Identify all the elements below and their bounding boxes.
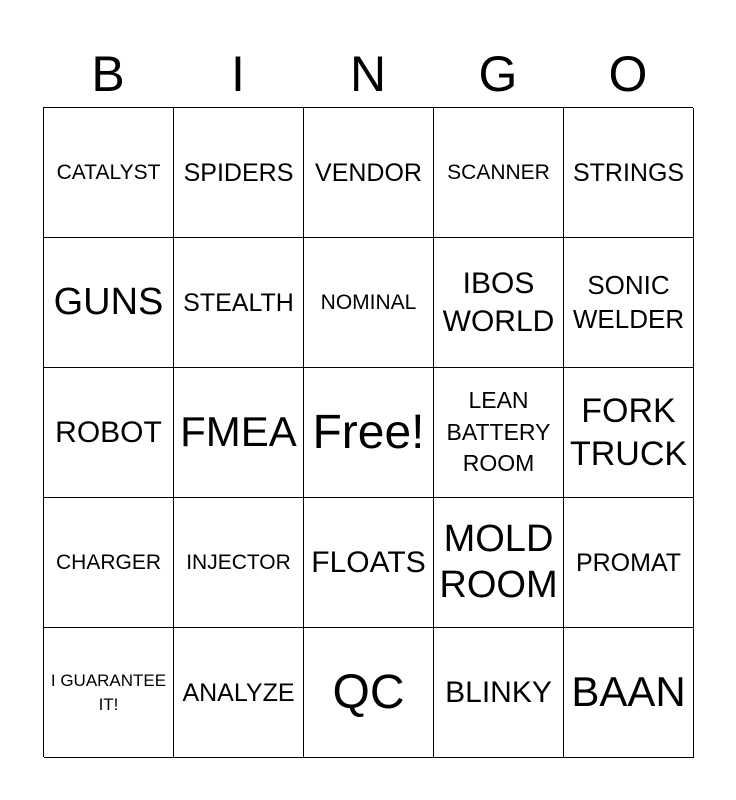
bingo-cell[interactable] xyxy=(304,368,434,498)
bingo-card-grid xyxy=(43,107,693,757)
bingo-cell[interactable] xyxy=(44,238,174,368)
bingo-cell[interactable] xyxy=(174,108,304,238)
bingo-cell[interactable] xyxy=(44,368,174,498)
cell-text: FLOATS xyxy=(311,545,426,579)
bingo-cell[interactable] xyxy=(44,108,174,238)
cell-text: LEAN BATTERY ROOM xyxy=(446,386,551,477)
free-space: Free! xyxy=(312,405,425,459)
bingo-cell[interactable] xyxy=(44,628,174,758)
bingo-cell[interactable] xyxy=(564,628,694,758)
bingo-cell[interactable] xyxy=(44,498,174,628)
cell-text: MOLD ROOM xyxy=(439,517,558,606)
bingo-cell[interactable] xyxy=(434,498,564,628)
bingo-header xyxy=(43,42,693,106)
cell-text: BAAN xyxy=(571,668,686,716)
cell-text: ANALYZE xyxy=(182,678,295,707)
bingo-cell[interactable] xyxy=(564,238,694,368)
bingo-cell[interactable] xyxy=(564,108,694,238)
cell-text: STEALTH xyxy=(183,288,294,317)
bingo-cell[interactable] xyxy=(434,628,564,758)
bingo-cell[interactable] xyxy=(434,368,564,498)
bingo-cell[interactable] xyxy=(174,628,304,758)
bingo-cell[interactable] xyxy=(434,238,564,368)
cell-text: SPIDERS xyxy=(183,158,294,187)
header-letter-g: G xyxy=(478,46,518,102)
header-letter-n: N xyxy=(349,46,387,102)
cell-text: VENDOR xyxy=(315,158,422,187)
bingo-cell[interactable] xyxy=(174,498,304,628)
bingo-cell[interactable] xyxy=(564,498,694,628)
bingo-cell[interactable] xyxy=(304,628,434,758)
cell-text: QC xyxy=(332,665,405,719)
cell-text: ROBOT xyxy=(55,415,162,449)
bingo-cell[interactable] xyxy=(304,498,434,628)
cell-text: BLINKY xyxy=(445,675,552,709)
bingo-cell[interactable] xyxy=(304,238,434,368)
cell-text: IBOS WORLD xyxy=(442,267,555,338)
cell-text: SCANNER xyxy=(447,160,550,184)
cell-text: FORK TRUCK xyxy=(569,392,688,473)
bingo-cell[interactable] xyxy=(434,108,564,238)
cell-text: PROMAT xyxy=(575,548,682,577)
bingo-cell[interactable] xyxy=(304,108,434,238)
header-letter-o: O xyxy=(608,46,648,102)
cell-text: SONIC WELDER xyxy=(572,269,685,334)
cell-text: CHARGER xyxy=(55,550,161,574)
header-letter-i: I xyxy=(231,46,245,102)
cell-text: STRINGS xyxy=(572,158,685,187)
bingo-cell[interactable] xyxy=(174,238,304,368)
cell-text: INJECTOR xyxy=(186,550,291,574)
header-letter-b: B xyxy=(91,46,125,102)
bingo-cell[interactable] xyxy=(564,368,694,498)
bingo-cell[interactable] xyxy=(174,368,304,498)
cell-text: FMEA xyxy=(180,408,297,456)
cell-text: GUNS xyxy=(53,280,164,323)
cell-text: CATALYST xyxy=(56,160,161,184)
cell-text: I GUARANTEE IT! xyxy=(50,670,167,714)
cell-text: NOMINAL xyxy=(320,290,417,314)
